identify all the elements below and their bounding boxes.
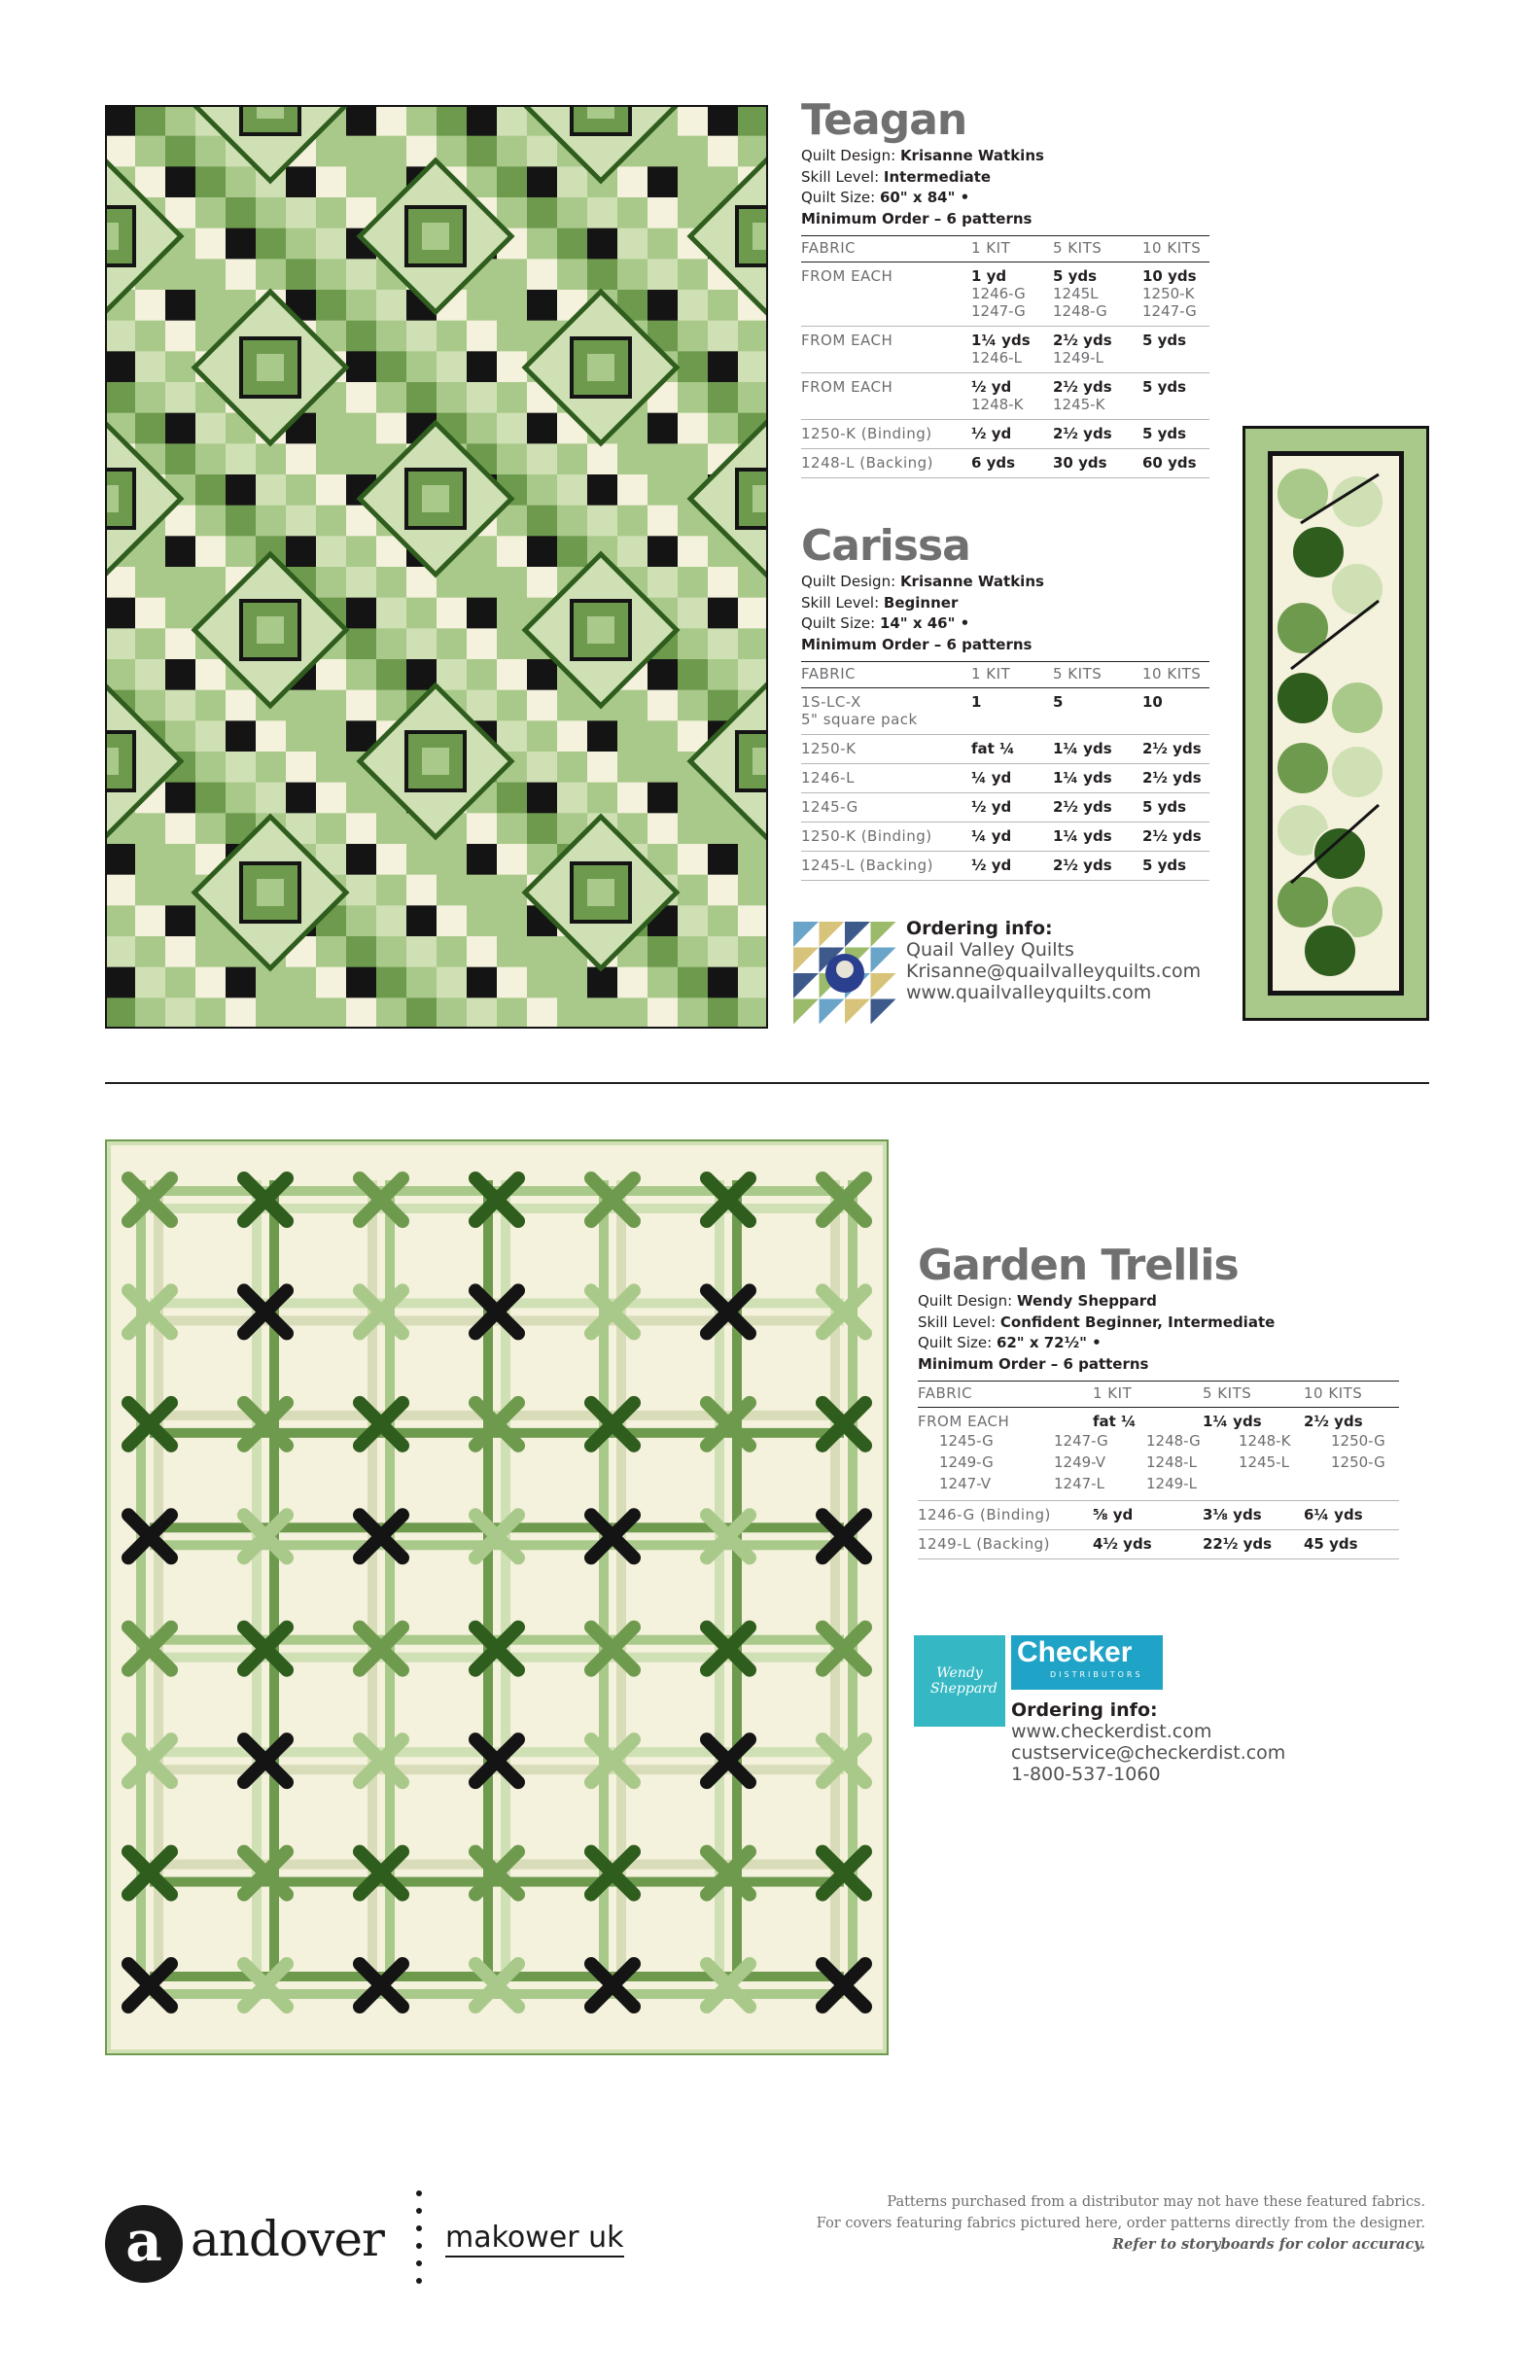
qty-10kits (1304, 1501, 1399, 1530)
fabric-label-text: 1246-L (801, 769, 855, 787)
skill-label: Skill Level: (801, 593, 880, 612)
sku-list: 1245-K (1053, 396, 1105, 413)
sku-code: 1247-G (1054, 1432, 1108, 1450)
qty-1kit-text: 1 (971, 693, 982, 711)
qty-5kits-text: 1¼ yds (1053, 769, 1112, 787)
qty-1kit-text: ½ yd (971, 378, 1012, 396)
checker-logo-text: Checker (1017, 1636, 1133, 1668)
qty-1kit (971, 764, 1053, 793)
table-row (801, 688, 1209, 735)
footer-disclaimer (817, 2191, 1425, 2256)
fabric-label-text: 1250-K (Binding) (801, 827, 932, 845)
quilt-size: 14" x 46" • (879, 614, 970, 632)
qty-1kit-text: 6 yds (971, 454, 1016, 472)
carissa-title: Carissa (801, 521, 970, 571)
minimum-order: Minimum Order – 6 patterns (801, 209, 1032, 228)
wendy-logo-text: Wendy Sheppard (930, 1665, 998, 1697)
sku-list: 1246-L (971, 349, 1022, 367)
qty-10kits (1142, 327, 1209, 373)
qty-10kits-text: 45 yds (1304, 1535, 1358, 1553)
skill-label: Skill Level: (801, 167, 880, 186)
table-row (801, 852, 1209, 881)
qty-10kits-text: 5 yds (1142, 857, 1187, 874)
teagan-title: Teagan (801, 95, 967, 145)
design-label: Quilt Design: (801, 147, 896, 164)
sku-code: 1249-V (1054, 1453, 1105, 1471)
carissa-quilt-image (1242, 426, 1429, 1021)
qty-5kits-text: 5 yds (1053, 267, 1098, 285)
qty-1kit-text: ½ yd (971, 425, 1012, 442)
teagan-quilt-image (105, 105, 768, 1029)
col-1kit: 1 KIT (1093, 1382, 1203, 1408)
fabric-label-text: 1245-L (Backing) (801, 857, 934, 874)
garden-trellis-quilt-image (105, 1139, 889, 2055)
fabric-label-text: 1249-L (Backing) (918, 1535, 1051, 1553)
carissa-ordering-info (906, 918, 1201, 1003)
sku-code: 1250-G (1331, 1432, 1385, 1450)
fabric-label (801, 793, 971, 822)
qty-5kits (1203, 1501, 1304, 1530)
qty-1kit-text: 4½ yds (1093, 1535, 1152, 1553)
sku-code (1239, 1473, 1331, 1494)
table-row (918, 1530, 1399, 1559)
sku-list: 1245L 1248-G (1053, 285, 1107, 320)
fabric-label (801, 262, 971, 327)
qty-1kit (971, 793, 1053, 822)
disclaimer-line-3: Refer to storyboards for color accuracy. (1112, 2236, 1425, 2253)
sku-list: 1246-G 1247-G (971, 285, 1026, 320)
qty-1kit (971, 449, 1053, 478)
website-link[interactable]: www.quailvalleyquilts.com (906, 982, 1152, 1003)
col-5kits: 5 KITS (1053, 236, 1142, 262)
table-row (801, 449, 1209, 478)
fabric-label-text: 1S-LC-X 5" square pack (801, 693, 918, 728)
fabric-label (801, 735, 971, 764)
sku-code: 1247-L (1054, 1475, 1104, 1492)
qty-1kit (971, 262, 1053, 327)
fabric-label-text: 1248-L (Backing) (801, 454, 934, 472)
table-row (918, 1501, 1399, 1530)
fabric-label: FROM EACH (918, 1413, 1010, 1430)
section-divider (105, 1082, 1429, 1084)
teagan-info (801, 97, 1209, 478)
quail-valley-logo (793, 922, 896, 1025)
garden-trellis-title: Garden Trellis (918, 1241, 1239, 1290)
designer: Krisanne Watkins (899, 573, 1044, 590)
wendy-sheppard-logo (914, 1635, 1005, 1727)
design-label: Quilt Design: (918, 1292, 1013, 1310)
qty-5kits-text: 2½ yds (1053, 857, 1112, 874)
col-1kit: 1 KIT (971, 236, 1053, 262)
sku-code: 1249-G (939, 1453, 994, 1471)
qty-5kits (1053, 262, 1142, 327)
designer: Wendy Sheppard (1016, 1292, 1157, 1310)
qty-5kits-text: 2½ yds (1053, 425, 1112, 442)
qty-5kits (1053, 852, 1142, 881)
table-row (801, 735, 1209, 764)
qty-10kits (1142, 449, 1209, 478)
table-row (801, 822, 1209, 852)
qty-5kits (1053, 420, 1142, 449)
qty-1kit (971, 822, 1053, 852)
qty-1kit (971, 688, 1053, 735)
sku-code: 1248-K (1239, 1432, 1291, 1450)
sku-code: 1245-L (1239, 1453, 1289, 1471)
quilt-size: 62" x 72½" • (996, 1334, 1102, 1351)
sku-code: 1248-L (1146, 1453, 1197, 1471)
qty-10kits-text: 5 yds (1142, 425, 1187, 442)
qty-10kits-text: 10 yds (1142, 267, 1197, 285)
qty-5kits (1053, 327, 1142, 373)
qty-1kit (971, 420, 1053, 449)
qty-10kits (1142, 688, 1209, 735)
fabric-label (801, 327, 971, 373)
qty-5kits (1203, 1530, 1304, 1559)
col-fabric: FABRIC (801, 662, 971, 688)
makower-uk-logo: makower uk (445, 2221, 624, 2258)
qty-1kit (1093, 1501, 1203, 1530)
fabric-label (801, 852, 971, 881)
fabric-label (801, 373, 971, 420)
col-fabric: FABRIC (801, 236, 971, 262)
andover-mark-letter: a (125, 2208, 162, 2274)
qty-1kit-text: ½ yd (971, 798, 1012, 816)
size-label: Quilt Size: (918, 1334, 993, 1351)
fabric-label-text: 1250-K (Binding) (801, 425, 932, 442)
checker-logo (1011, 1635, 1163, 1690)
qty-5kits-text: 2½ yds (1053, 332, 1112, 349)
table-row (801, 327, 1209, 373)
skill-level: Intermediate (883, 167, 992, 186)
qty-10kits (1142, 822, 1209, 852)
qty-10kits-text: 2½ yds (1142, 827, 1202, 845)
skill-level: Beginner (883, 593, 959, 612)
col-5kits: 5 KITS (1053, 662, 1142, 688)
andover-logo-mark (105, 2205, 183, 2283)
phone-number: 1-800-537-1060 (1011, 1764, 1161, 1785)
website-link[interactable]: www.checkerdist.com (1011, 1721, 1212, 1742)
col-10kits: 10 KITS (1304, 1382, 1399, 1408)
minimum-order: Minimum Order – 6 patterns (801, 635, 1032, 653)
qty-10kits-text: 6¼ yds (1304, 1506, 1363, 1523)
garden-trellis-info (918, 1241, 1385, 1559)
footer-dots (416, 2190, 424, 2288)
qty-10kits (1304, 1530, 1399, 1559)
qty-1kit-text: ¼ yd (971, 827, 1012, 845)
sku-list: 1248-K (971, 396, 1024, 413)
sku-code: 1245-G (939, 1432, 994, 1450)
sku-code (1331, 1473, 1399, 1494)
carissa-info (801, 523, 1209, 881)
ordering-heading: Ordering info: (1011, 1699, 1158, 1721)
qty-10kits-text: 60 yds (1142, 454, 1197, 472)
qty-1kit-text: 1 yd (971, 267, 1007, 285)
qty-10kits-text: 2½ yds (1142, 740, 1202, 757)
sku-code: 1248-G (1146, 1432, 1201, 1450)
qty-5kits (1053, 793, 1142, 822)
email-link[interactable]: Krisanne@quailvalleyquilts.com (906, 961, 1202, 982)
col-fabric: FABRIC (918, 1382, 1093, 1408)
col-1kit: 1 KIT (971, 662, 1053, 688)
qty-1kit-text: fat ¼ (971, 740, 1015, 757)
qty-5kits-text: 5 (1053, 693, 1064, 711)
qty-5kits-text: 1¼ yds (1053, 827, 1112, 845)
carissa-meta (801, 572, 1209, 655)
garden-ordering-info (1011, 1699, 1285, 1785)
qty-1kit (971, 852, 1053, 881)
fabric-label (801, 420, 971, 449)
qty-5kits (1053, 688, 1142, 735)
qty-1kit: fat ¼ (1093, 1413, 1137, 1430)
sku-code: 1247-V (939, 1475, 991, 1492)
qty-10kits (1142, 262, 1209, 327)
qty-5kits (1053, 449, 1142, 478)
sku-list: 1249-L (1053, 349, 1103, 367)
qty-5kits-text: 1¼ yds (1053, 740, 1112, 757)
skill-level: Confident Beginner, Intermediate (999, 1312, 1276, 1331)
fabric-label-text: FROM EACH (801, 267, 893, 285)
qty-10kits (1142, 420, 1209, 449)
qty-5kits (1053, 822, 1142, 852)
garden-meta (918, 1291, 1381, 1375)
qty-1kit (971, 735, 1053, 764)
sku-code: 1249-L (1146, 1475, 1197, 1492)
qty-1kit-text: 1¼ yds (971, 332, 1031, 349)
col-5kits: 5 KITS (1203, 1382, 1304, 1408)
ordering-heading: Ordering info: (906, 918, 1053, 939)
qty-10kits (1142, 735, 1209, 764)
disclaimer-line-2: For covers featuring fabrics pictured here, order patterns directly from the designer. (816, 2216, 1425, 2231)
col-10kits: 10 KITS (1142, 662, 1209, 688)
qty-1kit-text: ½ yd (971, 857, 1012, 874)
fabric-label-text: 1250-K (801, 740, 857, 757)
checker-logo-sub: DISTRIBUTORS (1050, 1670, 1143, 1679)
fabric-label (801, 822, 971, 852)
sku-code: 1250-G (1331, 1453, 1385, 1471)
fabric-label (918, 1501, 1093, 1530)
table-row (801, 373, 1209, 420)
teagan-meta (801, 146, 1209, 229)
qty-5kits (1053, 735, 1142, 764)
size-label: Quilt Size: (801, 614, 876, 632)
table-row (801, 262, 1209, 327)
disclaimer-line-1: Patterns purchased from a distributor may not have these featured fabrics. (887, 2194, 1425, 2210)
table-row (918, 1408, 1399, 1501)
qty-10kits (1142, 852, 1209, 881)
qty-5kits (1053, 373, 1142, 420)
table-row (801, 764, 1209, 793)
qty-10kits-text: 2½ yds (1142, 769, 1202, 787)
table-row (801, 420, 1209, 449)
qty-10kits-text: 10 (1142, 693, 1163, 711)
qty-5kits-text: 3⅛ yds (1203, 1506, 1262, 1523)
design-label: Quilt Design: (801, 573, 896, 590)
fabric-label-text: FROM EACH (801, 378, 893, 396)
qty-1kit-text: ¼ yd (971, 769, 1012, 787)
carissa-kit-table (801, 661, 1209, 881)
qty-1kit (971, 327, 1053, 373)
qty-10kits (1142, 764, 1209, 793)
qty-10kits-text: 5 yds (1142, 378, 1187, 396)
fabric-label-text: FROM EACH (801, 332, 893, 349)
qty-1kit (1093, 1530, 1203, 1559)
qty-5kits: 1¼ yds (1203, 1413, 1262, 1430)
size-label: Quilt Size: (801, 189, 876, 206)
qty-1kit-text: ⅝ yd (1093, 1506, 1134, 1523)
minimum-order: Minimum Order – 6 patterns (918, 1354, 1149, 1373)
qty-10kits-text: 5 yds (1142, 798, 1187, 816)
qty-10kits (1142, 373, 1209, 420)
shop-name: Quail Valley Quilts (906, 939, 1074, 961)
fabric-label-text: 1245-G (801, 798, 858, 816)
designer: Krisanne Watkins (899, 147, 1044, 164)
qty-5kits-text: 30 yds (1053, 454, 1107, 472)
andover-logo-text: andover (191, 2211, 384, 2267)
teagan-kit-table (801, 235, 1209, 478)
fabric-label (801, 449, 971, 478)
sku-list: 1250-K 1247-G (1142, 285, 1197, 320)
qty-5kits-text: 22½ yds (1203, 1535, 1273, 1553)
table-row (801, 793, 1209, 822)
qty-10kits: 2½ yds (1304, 1413, 1363, 1430)
qty-5kits-text: 2½ yds (1053, 798, 1112, 816)
quilt-size: 60" x 84" • (879, 189, 970, 206)
qty-5kits-text: 2½ yds (1053, 378, 1112, 396)
fabric-label (918, 1530, 1093, 1559)
qty-1kit (971, 373, 1053, 420)
qty-5kits (1053, 764, 1142, 793)
col-10kits: 10 KITS (1142, 236, 1209, 262)
skill-label: Skill Level: (918, 1312, 997, 1331)
qty-10kits (1142, 793, 1209, 822)
garden-kit-table (918, 1381, 1399, 1559)
email-link[interactable]: custservice@checkerdist.com (1011, 1742, 1286, 1764)
fabric-label-text: 1246-G (Binding) (918, 1506, 1051, 1523)
fabric-label (801, 688, 971, 735)
sku-grid (918, 1430, 1399, 1494)
qty-10kits-text: 5 yds (1142, 332, 1187, 349)
fabric-label (801, 764, 971, 793)
